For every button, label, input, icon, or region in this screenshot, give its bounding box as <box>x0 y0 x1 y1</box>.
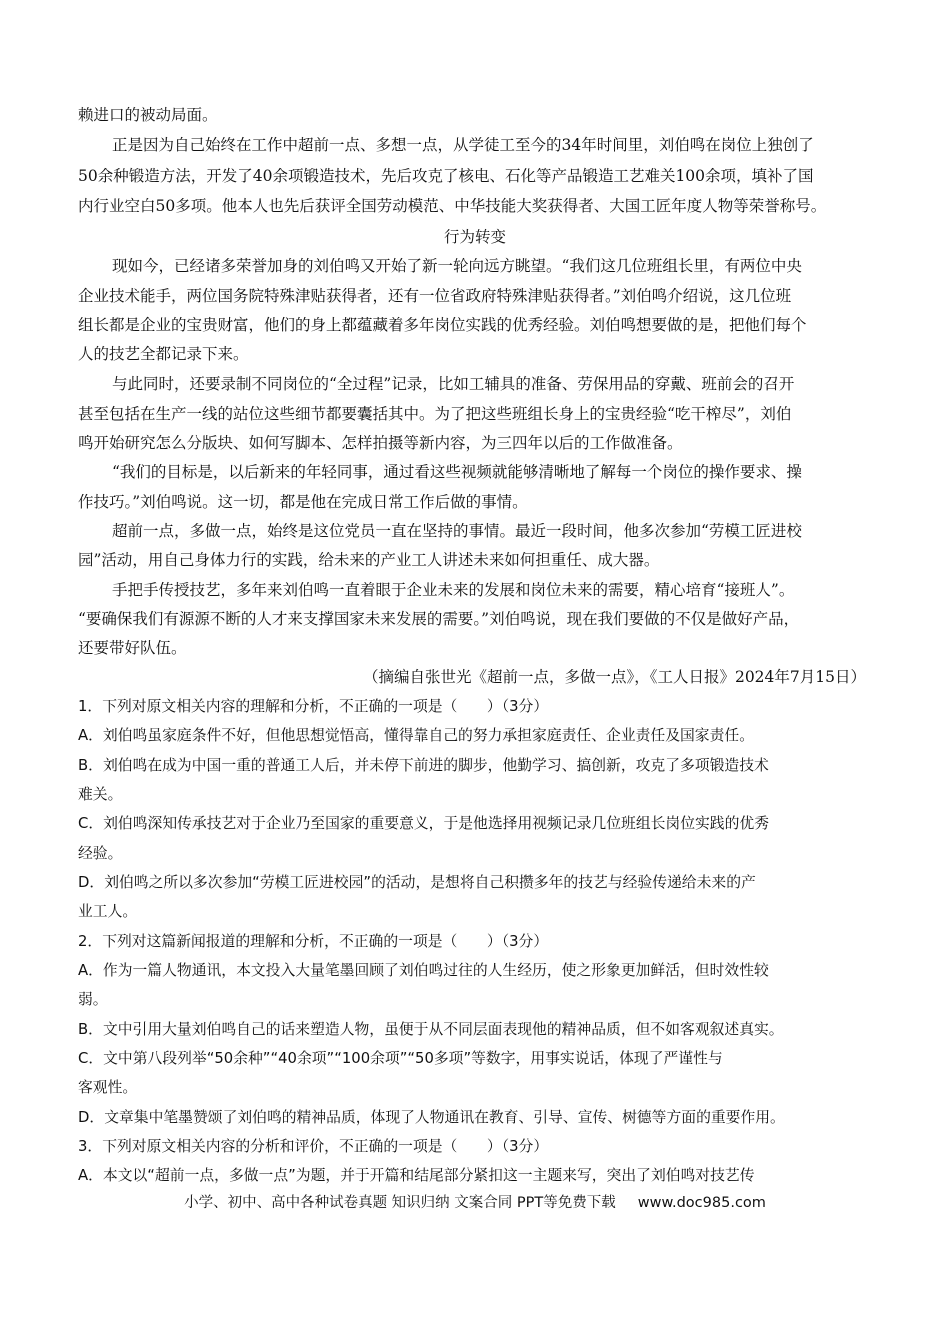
question-stem: 1．下列对原文相关内容的理解和分析，不正确的一项是（ ）（3分） <box>78 698 549 715</box>
question-option: A．本文以“超前一点，多做一点”为题，并于开篇和结尾部分紧扣这一主题来写，突出了刘伯鸣对技艺传 <box>78 1167 755 1184</box>
question-option: D．刘伯鸣之所以多次参加“劳模工匠进校园”的活动，是想将自己积攒多年的技艺与经验传递给未来的产 <box>78 874 756 891</box>
question-stem: 2．下列对这篇新闻报道的理解和分析，不正确的一项是（ ）（3分） <box>78 933 549 950</box>
article-line: 赖进口的被动局面。 <box>78 106 218 124</box>
question-option-cont: 弱。 <box>78 991 108 1008</box>
article-line: 内行业空白50多项。他本人也先后获评全国劳动模范、中华技能大奖获得者、大国工匠年度人物等荣誉称号。 <box>78 197 827 215</box>
article-line: “要确保我们有源源不断的人才来支撑国家未来发展的需要。”刘伯鸣说，现在我们要做的不仅是做好产品， <box>78 610 800 628</box>
question-option: A．刘伯鸣虽家庭条件不好，但他思想觉悟高，懂得靠自己的努力承担家庭责任、企业责任及国家责任。 <box>78 727 754 744</box>
question-option-cont: 客观性。 <box>78 1079 138 1096</box>
article-line: “我们的目标是，以后新来的年轻同事，通过看这些视频就能够清晰地了解每一个岗位的操作要求、操 <box>112 463 802 481</box>
article-line: 人的技艺全都记录下来。 <box>78 345 249 363</box>
article-line: 50余种锻造方法，开发了40余项锻造技术，先后攻克了核电、石化等产品锻造工艺难关100余项，填补了国 <box>78 167 814 185</box>
article-line: 还要带好队伍。 <box>78 639 187 657</box>
question-option: B．文中引用大量刘伯鸣自己的话来塑造人物，虽便于从不同层面表现他的精神品质，但不如客观叙述真实。 <box>78 1021 784 1038</box>
question-option: C．文中第八段列举“50余种”“40余项”“100余项”“50多项”等数字，用事实说话，体现了严谨性与 <box>78 1050 723 1067</box>
article-line: 甚至包括在生产一线的站位这些细节都要囊括其中。为了把这些班组长身上的宝贵经验“吃干榨尽”，刘伯 <box>78 405 792 423</box>
question-option: A．作为一篇人物通讯，本文投入大量笔墨回顾了刘伯鸣过往的人生经历，使之形象更加鲜活，但时效性较 <box>78 962 769 979</box>
article-line: 手把手传授技艺，多年来刘伯鸣一直着眼于企业未来的发展和岗位未来的需要，精心培育“接班人”。 <box>112 581 795 599</box>
source-citation: （摘编自张世光《超前一点，多做一点》，《工人日报》2024年7月15日） <box>362 668 866 686</box>
question-option-cont: 业工人。 <box>78 903 138 920</box>
article-line: 与此同时，还要录制不同岗位的“全过程”记录，比如工辅具的准备、劳保用品的穿戴、班前会的召开 <box>112 375 795 393</box>
question-option-cont: 经验。 <box>78 845 123 862</box>
question-option: C．刘伯鸣深知传承技艺对于企业乃至国家的重要意义，于是他选择用视频记录几位班组长岗位实践的优秀 <box>78 815 769 832</box>
article-line: 正是因为自己始终在工作中超前一点、多想一点，从学徒工至今的34年时间里，刘伯鸣在岗位上独创了 <box>112 136 814 154</box>
question-option: B．刘伯鸣在成为中国一重的普通工人后，并未停下前进的脚步，他勤学习、搞创新，攻克了多项锻造技术 <box>78 757 769 774</box>
article-line: 园”活动，用自己身体力行的实践，给未来的产业工人讲述未来如何担重任、成大器。 <box>78 551 660 569</box>
article-line: 作技巧。”刘伯鸣说。这一切，都是他在完成日常工作后做的事情。 <box>78 493 528 511</box>
article-line: 鸣开始研究怎么分版块、如何写脚本、怎样拍摄等新内容，为三四年以后的工作做准备。 <box>78 434 683 452</box>
article-line: 现如今，已经诸多荣誉加身的刘伯鸣又开始了新一轮向远方眺望。“我们这几位班组长里，有两位中央 <box>112 257 802 275</box>
footer-text: 小学、初中、高中各种试卷真题 知识归纳 文案合同 PPT等免费下载 <box>184 1195 616 1211</box>
article-line: 组长都是企业的宝贵财富，他们的身上都蕴藏着多年岗位实践的优秀经验。刘伯鸣想要做的是，把他们每个 <box>78 316 807 334</box>
article-line: 超前一点，多做一点，始终是这位党员一直在坚持的事情。最近一段时间，他多次参加“劳模工匠进校 <box>112 522 802 540</box>
footer-url-link[interactable]: www.doc985.com <box>637 1195 766 1211</box>
page-footer <box>0 1193 950 1213</box>
question-option: D．文章集中笔墨赞颂了刘伯鸣的精神品质，体现了人物通讯在教育、引导、宣传、树德等方面的重要作用。 <box>78 1109 785 1126</box>
article-line: 企业技术能手，两位国务院特殊津贴获得者，还有一位省政府特殊津贴获得者。”刘伯鸣介绍说，这几位班 <box>78 287 792 305</box>
question-stem: 3．下列对原文相关内容的分析和评价，不正确的一项是（ ）（3分） <box>78 1138 549 1155</box>
section-heading: 行为转变 <box>443 228 506 246</box>
question-option-cont: 难关。 <box>78 786 123 803</box>
